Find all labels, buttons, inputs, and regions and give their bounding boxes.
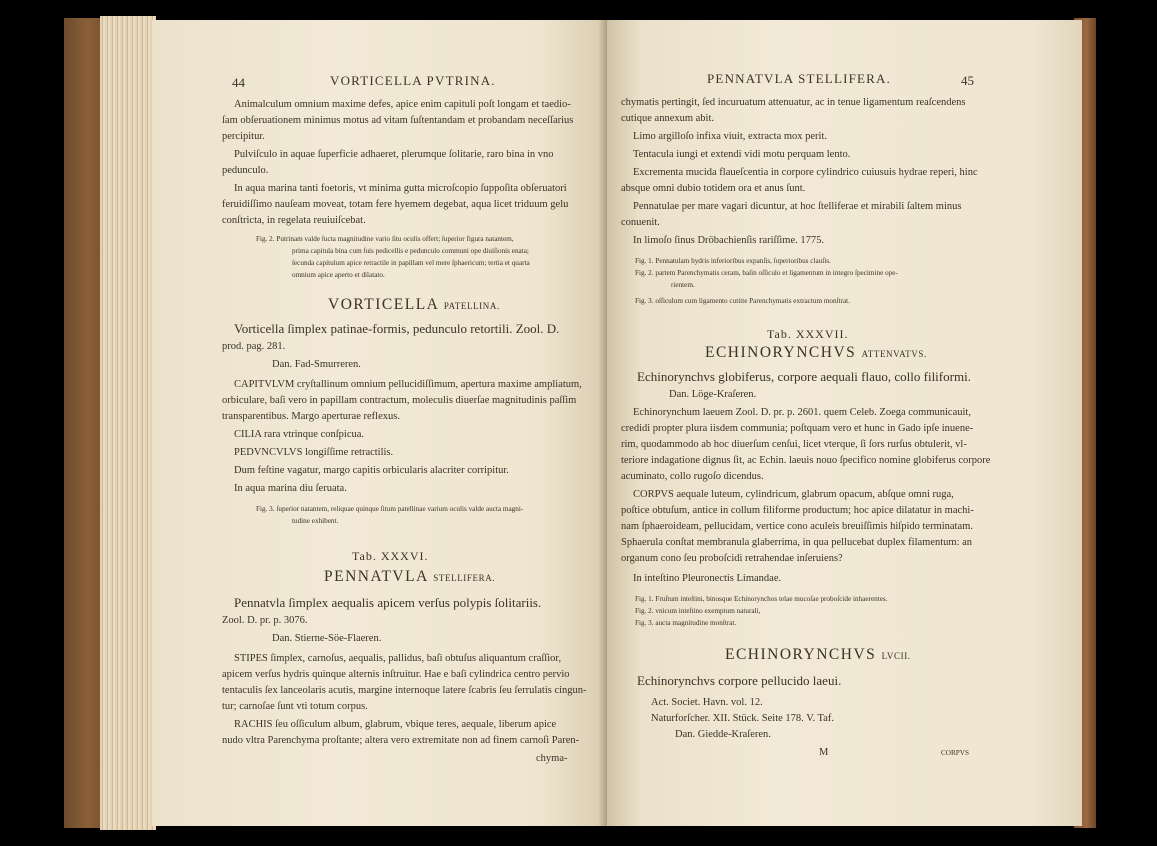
section-title-main: ECHINORYNCHVS — [705, 344, 857, 361]
text-line: rim, quodammodo ab hoc diuerſum cenſui, licet vterque, ſi ſors rurſus obtulerit, vl- — [621, 439, 967, 450]
figure-caption: omnium apice aperto et dilatato. — [292, 271, 385, 279]
text-line: Excrementa mucida flaueſcentia in corpore cylindrico cuiusuis hydrae reperi, hinc — [633, 167, 978, 178]
running-head: PENNATVLA STELLIFERA. — [707, 71, 892, 86]
text-line: CORPVS aequale luteum, cylindricum, glabrum opacum, abſque omni ruga, — [633, 489, 954, 500]
figure-caption: tudine exhibent. — [292, 517, 339, 525]
text-line: cutique annexum abit. — [621, 113, 715, 124]
text-line: In limoſo ſinus Dröbachienſis rariſſime. 1775. — [633, 235, 825, 246]
species-lead: Echinorynchvs globiferus, corpore aequali flauo, collo filiformi. — [637, 369, 971, 384]
text-line: apicem verſus hydris quinque alternis inſtruitur. Hae e baſi cylindrica centro pervio — [222, 669, 570, 680]
text-line: Limo argilloſo infixa viuit, extracta mox perit. — [633, 131, 828, 142]
text-line: nam ſphaeroideam, pellucidam, vertice cono aculeis breuiſſimis hiſpido terminatam. — [621, 521, 973, 532]
left-page — [152, 20, 607, 826]
figure-caption: rientem. — [671, 281, 695, 289]
page-edges — [100, 16, 156, 830]
danish-name: Dan. Giedde-Kraſeren. — [675, 729, 771, 740]
species-lead-ref: prod. pag. 281. — [222, 341, 286, 352]
page-number: 45 — [961, 73, 974, 88]
text-line: teriore indagatione dignus ſit, ac Echin. laeuis nouo ſpecifico nomine globiferus corpore — [621, 455, 991, 466]
text-line: RACHIS ſeu oſſiculum album, glabrum, vbique teres, aequale, liberum apice — [234, 719, 557, 730]
text-line: acuminato, collo rugoſo dicendus. — [621, 471, 764, 482]
figure-caption: prima capitula bina cum ſuis pedicellis e pedunculo communi ope diuiſionis enata; — [292, 247, 529, 255]
figure-caption: Fig. 1. Pennatulam hydris inferioribus expanſis, ſuperioribus clauſis. — [635, 257, 831, 265]
text-line: PEDVNCVLVS longiſſime retractilis. — [234, 447, 394, 458]
running-head: VORTICELLA PVTRINA. — [330, 73, 496, 88]
figure-caption: Fig. 2. Putrinam valde ſucta magnitudine vario ſitu oculis offert; ſuperior figura natantem, — [256, 235, 514, 243]
text-line: absque omni dubio totidem ora et anus ſunt. — [621, 183, 806, 194]
reference-line: Naturforſcher. XII. Stück. Seite 178. V. Taf. — [651, 713, 834, 724]
catchword: chyma- — [536, 753, 568, 764]
text-line: conuenit. — [621, 217, 660, 228]
section-title — [725, 648, 911, 663]
text-line: pedunculo. — [222, 165, 269, 176]
text-line: feruidiſſimo nauſeam moveat, totam fere hyemem degebat, aqua licet triduum gelu — [222, 199, 569, 210]
figure-caption: Fig. 2. partem Parenchymatis ceram, baſin oſſiculo et ligamentum in integro ſpecimine ope- — [635, 269, 898, 277]
text-line: Pulviſculo in aquae ſuperficie adhaeret, plerumque ſolitarie, raro bina in vno — [234, 149, 554, 160]
catchword: CORPVS — [941, 749, 969, 757]
section-title-species: ATTENVATVS. — [861, 349, 927, 359]
right-page — [607, 20, 1082, 826]
text-line: tur; carnoſae ſunt vti totum corpus. — [222, 701, 368, 712]
text-line: Echinorynchum laeuem Zool. D. pr. p. 2601. quem Celeb. Zoega communicauit, — [633, 407, 971, 418]
section-title — [705, 346, 927, 361]
figure-caption: Fig. 3. oſſiculum cum ligamento cutitte Parenchymatis extractum monſtrat. — [635, 297, 850, 305]
text-line: poſtice obtuſum, antice in collum filiforme productum; hoc apice dilatatur in machi- — [621, 505, 974, 516]
text-line: percipitur. — [222, 131, 265, 142]
figure-caption: Fig. 1. Fruſtum inteſtini, binosque Echinorynchos telae mucoſae proboſcide inhaerentes. — [635, 595, 888, 603]
text-line: tentaculis ſex lanceolaris acutis, margine internoque latere ſcabris ſeu ſerrulatis cingun- — [222, 685, 587, 696]
figure-caption: ſecunda capitulum apice retractile in papillam vel mere ſphaericum; tertia et quarta — [292, 259, 530, 267]
section-title-main: PENNATVLA — [324, 568, 428, 585]
text-line: transparentibus. Margo aperturae reflexus. — [222, 411, 400, 422]
text-line: CAPITVLVM cryſtallinum omnium pellucidiſſimum, apertura maxime ampliatum, — [234, 379, 582, 390]
text-line: chymatis pertingit, ſed incuruatum attenuatur, ac in tenue ligamentum reaſcendens — [621, 97, 966, 108]
text-line: STIPES ſimplex, carnoſus, aequalis, pallidus, baſi obtuſus aliquantum craſſior, — [234, 653, 562, 664]
text-line: Tentacula iungi et extendi vidi motu perquam lento. — [633, 149, 851, 160]
text-line: nudo vltra Parenchyma proſtante; altera vero extremitate non ad finem carnoſi Paren- — [222, 735, 580, 746]
text-line: Pennatulae per mare vagari dicuntur, at hoc ſtelliferae et mirabili ſaltem minus — [633, 201, 962, 212]
danish-name: Dan. Löge-Kraſeren. — [669, 389, 757, 400]
figure-caption: Fig. 3. ſuperior natantem, reliquae quinque ſitum patellinae varium oculis valde aucta magni- — [256, 505, 524, 513]
text-line: credidi propter plura iisdem communia; poſtquam vero et hunc in Gado ipſe inuene- — [621, 423, 974, 434]
species-lead: Pennatvla ſimplex aequalis apicem verſus polypis ſolitariis. — [234, 595, 542, 610]
plate-number: Tab. XXXVII. — [767, 327, 849, 341]
text-line: CILIA rara vtrinque conſpicua. — [234, 429, 365, 440]
reference-line: Act. Societ. Havn. vol. 12. — [651, 697, 763, 708]
text-line: conſtricta, in regelata reuiuiſcebat. — [222, 215, 366, 226]
text-line: In inteſtino Pleuronectis Limandae. — [633, 573, 782, 584]
section-title-main: VORTICELLA — [328, 296, 439, 313]
species-lead: Vorticella ſimplex patinae-formis, pedunculo retortili. Zool. D. — [234, 321, 560, 336]
danish-name: Dan. Stierne-Söe-Flaeren. — [272, 633, 382, 644]
section-title — [328, 298, 500, 313]
text-line: Animalculum omnium maxime defes, apice enim capituli poſt longam et taedio- — [234, 99, 571, 110]
figure-caption: Fig. 3. aucta magnitudine monſtrat. — [635, 619, 737, 627]
text-line: In aqua marina diu ſeruata. — [234, 483, 347, 494]
text-line: In aqua marina tanti foetoris, vt minima gutta microſcopio ſuppoſita obſeruatori — [234, 183, 567, 194]
plate-number: Tab. XXXVI. — [352, 549, 429, 563]
species-lead: Echinorynchvs corpore pellucido laeui. — [637, 673, 842, 688]
species-lead-ref: Zool. D. pr. p. 3076. — [222, 615, 308, 626]
page-number: 44 — [232, 75, 245, 90]
text-line: ſam obſeruationem minimus motus ad vitam ſuſtentandam et probandam neceſſarius — [222, 115, 574, 126]
text-line: organum cono ſeu proboſcidi retrahendae inſeruiens? — [621, 553, 843, 564]
left-cover-edge — [64, 18, 104, 828]
section-title-species: STELLIFERA. — [433, 573, 496, 583]
text-line: Dum feſtine vagatur, margo capitis orbicularis alacriter corripitur. — [234, 465, 509, 476]
signature-mark: M — [819, 747, 829, 758]
figure-caption: Fig. 2. vnicum inteſtino exemptum naturali, — [635, 607, 761, 615]
section-title-species: LVCII. — [881, 651, 911, 661]
section-title-main: ECHINORYNCHVS — [725, 646, 877, 663]
text-line: orbiculare, baſi vero in papillam contractum, moleculis diuerſae magnitudinis paſſim — [222, 395, 577, 406]
danish-name: Dan. Fad-Smurreren. — [272, 359, 361, 370]
text-line: Sphaerula conſtat membranula glaberrima, in qua pellucebat duplex filamentum: an — [621, 537, 973, 548]
section-title — [324, 570, 495, 585]
section-title-species: PATELLINA. — [443, 301, 500, 311]
